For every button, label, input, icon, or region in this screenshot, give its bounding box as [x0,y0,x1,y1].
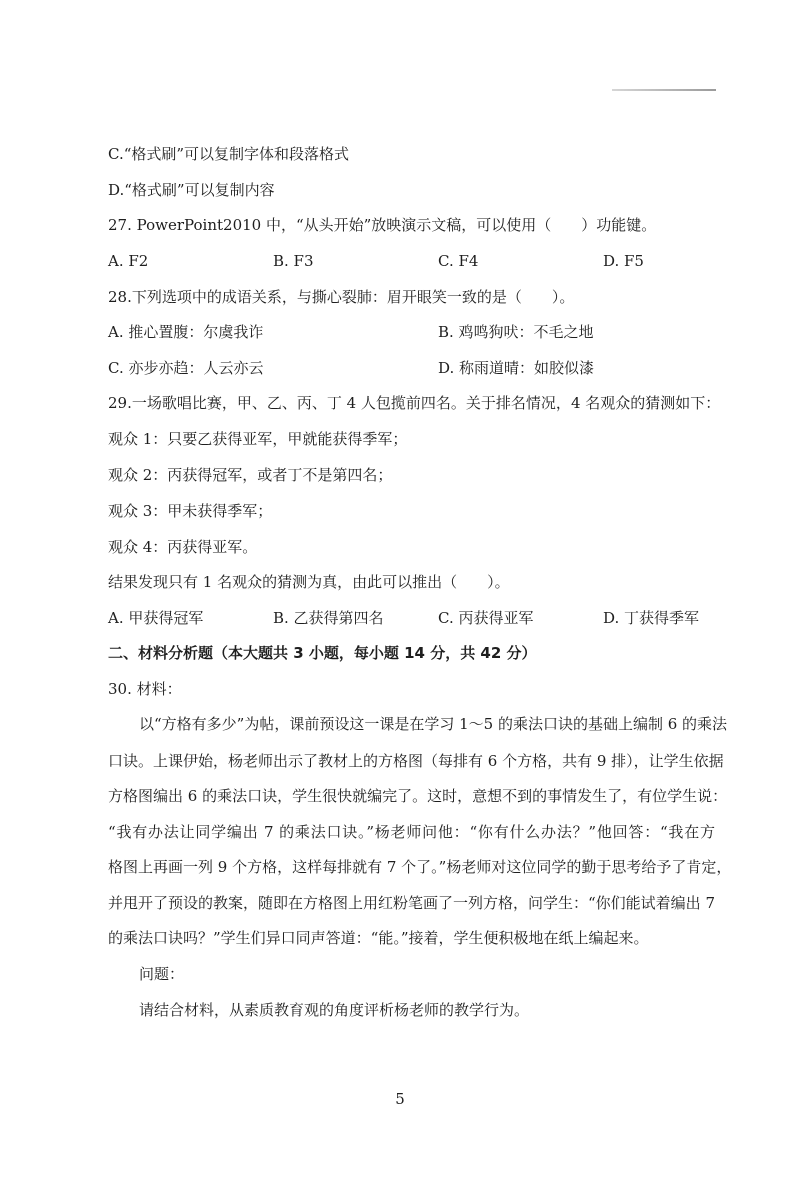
q29-conclusion: 结果发现只有 1 名观众的猜测为真，由此可以推出（ ）。 [108,573,510,591]
q30-material-line: 的乘法口诀吗？”学生们异口同声答道：“能。”接着，学生便积极地在纸上编起来。 [108,929,649,947]
q29-option-b: B. 乙获得第四名 [273,609,384,627]
q27-stem: 27. PowerPoint2010 中，“从头开始”放映演示文稿，可以使用（ ）功能键。 [108,216,657,234]
q30-material-line: 口诀。上课伊始，杨老师出示了教材上的方格图（每排有 6 个方格，共有 9 排），让学生依据 [108,752,724,770]
q29-option-a: A. 甲获得冠军 [108,609,204,627]
q30-material-line: 以“方格有多少”为帖，课前预设这一课是在学习 1～5 的乘法口诀的基础上编制 6 的乘法 [139,715,728,733]
q30-question-label: 问题： [139,965,185,983]
q30-material-line: 并甩开了预设的教案，随即在方格图上用红粉笔画了一列方格，问学生：“你们能试着编出 7 [108,894,715,912]
q29-guess-2: 观众 2：丙获得冠军，或者丁不是第四名； [108,466,393,484]
q27-option-b: B. F3 [273,252,314,270]
q27-option-d: D. F5 [603,252,644,270]
q27-option-a: A. F2 [108,252,149,270]
q29-option-c: C. 丙获得亚军 [438,609,534,627]
q28-option-d: D. 称雨道晴：如胶似漆 [438,359,595,377]
header-rule [612,89,716,91]
section-heading: 二、材料分析题（本大题共 3 小题，每小题 14 分，共 42 分） [108,644,537,662]
q27-option-c: C. F4 [438,252,479,270]
q26-option-c: C.“格式刷”可以复制字体和段落格式 [108,145,350,163]
q30-question: 请结合材料，从素质教育观的角度评析杨老师的教学行为。 [139,1001,530,1019]
q26-option-d: D.“格式刷”可以复制内容 [108,181,275,199]
q28-option-a: A. 推心置腹：尔虞我诈 [108,323,264,341]
q29-guess-3: 观众 3：甲未获得季军； [108,502,273,520]
q30-label: 30. 材料： [108,680,182,698]
q30-material-line: 格图上再画一列 9 个方格，这样每排就有 7 个了。”杨老师对这位同学的勤于思考给予了肯定， [108,858,732,876]
q29-guess-4: 观众 4：丙获得亚军。 [108,538,258,556]
q30-material-line: 方格图编出 6 的乘法口诀，学生很快就编完了。这时，意想不到的事情发生了，有位学生说： [108,787,728,805]
q28-stem: 28.下列选项中的成语关系，与撕心裂肺：眉开眼笑一致的是（ ）。 [108,288,575,306]
q29-option-d: D. 丁获得季军 [603,609,700,627]
q28-option-b: B. 鸡鸣狗吠：不毛之地 [438,323,594,341]
q30-material-line: “我有办法让同学编出 7 的乘法口诀。”杨老师问他：“你有什么办法？”他回答：“我在方 [108,823,715,841]
q29-guess-1: 观众 1：只要乙获得亚军，甲就能获得季军； [108,430,408,448]
q28-option-c: C. 亦步亦趋：人云亦云 [108,359,264,377]
page-number: 5 [395,1090,405,1108]
q29-stem: 29.一场歌唱比赛，甲、乙、丙、丁 4 人包揽前四名。关于排名情况，4 名观众的猜测如下： [108,394,721,412]
